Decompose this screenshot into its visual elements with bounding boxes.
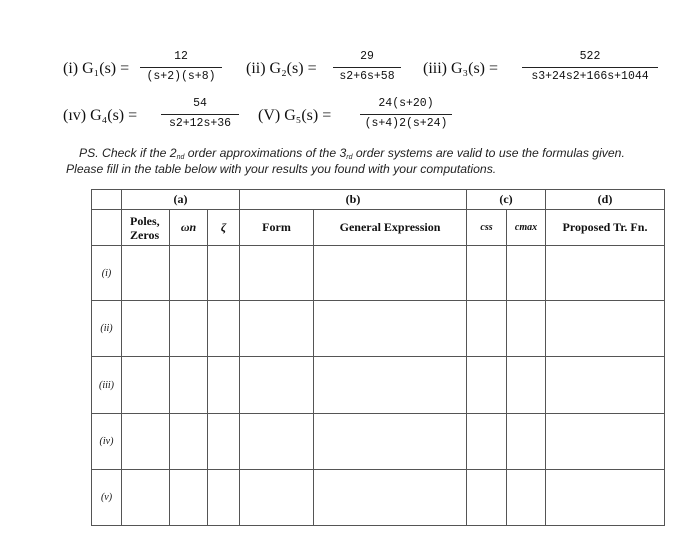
cell-cmax[interactable]: [507, 301, 546, 357]
cell-form[interactable]: [240, 357, 314, 414]
table-group-header-row: [92, 190, 665, 210]
cell-css[interactable]: [467, 357, 507, 414]
ps-note-text-c: order systems are valid to use the formulas given.: [352, 146, 625, 160]
group-header-d: (d): [546, 190, 665, 210]
cell-general-expression[interactable]: [314, 246, 467, 301]
group-header-c: (c): [467, 190, 546, 210]
corner-cell: [92, 190, 122, 210]
eq4-label: (ıv) G₄(s) =: [63, 107, 138, 124]
eq5-fraction-bar: [360, 114, 452, 115]
cell-zeta[interactable]: [208, 357, 240, 414]
col-header-poles-zeros: Poles, Zeros: [122, 210, 170, 246]
ps-note-line2: Please fill in the table below with your results you found with your computations.: [66, 162, 497, 176]
cell-proposed-tf[interactable]: [546, 357, 665, 414]
eq3-fraction-bar: [522, 67, 658, 68]
eq2-label: (ii) G₂(s) =: [246, 60, 317, 77]
cell-form[interactable]: [240, 246, 314, 301]
eq3-fraction: [522, 50, 658, 86]
eq5-fraction: [360, 97, 452, 133]
col-header-form: Form: [240, 210, 314, 246]
ps-note-line1: [79, 146, 625, 160]
cell-poles-zeros[interactable]: [122, 470, 170, 526]
eq4-numerator: 54: [193, 97, 207, 110]
row-label-iii: (iii): [92, 357, 122, 414]
cell-cmax[interactable]: [507, 357, 546, 414]
col-header-wn: ωn: [170, 210, 208, 246]
eq1-label: (i) G₁(s) =: [63, 60, 130, 77]
col-header-general-expression: General Expression: [314, 210, 467, 246]
cell-proposed-tf[interactable]: [546, 246, 665, 301]
cell-general-expression[interactable]: [314, 301, 467, 357]
cell-general-expression[interactable]: [314, 414, 467, 470]
cell-poles-zeros[interactable]: [122, 246, 170, 301]
cell-wn[interactable]: [170, 301, 208, 357]
eq4-fraction-bar: [161, 114, 239, 115]
row-label-ii: (ii): [92, 301, 122, 357]
group-header-a: (a): [122, 190, 240, 210]
eq3-denominator: s3+24s2+166s+1044: [531, 70, 649, 83]
cell-general-expression[interactable]: [314, 357, 467, 414]
eq1-numerator: 12: [174, 50, 188, 63]
table-row: [92, 470, 665, 526]
col-header-zeta: ζ: [208, 210, 240, 246]
eq4-denominator: s2+12s+36: [168, 117, 232, 130]
table-column-header-row: [92, 210, 665, 246]
cell-wn[interactable]: [170, 470, 208, 526]
eq2-fraction-bar: [333, 67, 401, 68]
cell-poles-zeros[interactable]: [122, 414, 170, 470]
col-header-css: css: [467, 210, 507, 246]
cell-cmax[interactable]: [507, 246, 546, 301]
cell-proposed-tf[interactable]: [546, 470, 665, 526]
ps-note-text-b: order approximations of the 3: [184, 146, 347, 160]
cell-proposed-tf[interactable]: [546, 301, 665, 357]
table-row: [92, 357, 665, 414]
eq5-denominator: (s+4)2(s+24): [364, 117, 448, 130]
cell-general-expression[interactable]: [314, 470, 467, 526]
cell-zeta[interactable]: [208, 470, 240, 526]
eq5-label: (V) G₅(s) =: [258, 107, 332, 124]
cell-css[interactable]: [467, 414, 507, 470]
cell-cmax[interactable]: [507, 414, 546, 470]
ps-note-text-a: PS. Check if the 2: [79, 146, 177, 160]
cell-css[interactable]: [467, 301, 507, 357]
cell-css[interactable]: [467, 246, 507, 301]
col-header-proposed-tf: Proposed Tr. Fn.: [546, 210, 665, 246]
col-header-cmax: cmax: [507, 210, 546, 246]
cell-form[interactable]: [240, 301, 314, 357]
cell-css[interactable]: [467, 470, 507, 526]
eq3-numerator: 522: [579, 50, 601, 63]
cell-zeta[interactable]: [208, 301, 240, 357]
table-row: [92, 246, 665, 301]
cell-zeta[interactable]: [208, 246, 240, 301]
eq2-numerator: 29: [360, 50, 374, 63]
row-label-i: (i): [92, 246, 122, 301]
eq4-fraction: [161, 97, 239, 133]
table-row: [92, 414, 665, 470]
cell-wn[interactable]: [170, 246, 208, 301]
cell-poles-zeros[interactable]: [122, 301, 170, 357]
eq2-denominator: s2+6s+58: [339, 70, 395, 83]
ps-note-sub-rd: rd: [346, 154, 353, 161]
cell-form[interactable]: [240, 470, 314, 526]
cell-form[interactable]: [240, 414, 314, 470]
eq1-fraction-bar: [140, 67, 222, 68]
results-table: [91, 189, 665, 526]
cell-proposed-tf[interactable]: [546, 414, 665, 470]
corner-cell-2: [92, 210, 122, 246]
group-header-b: (b): [240, 190, 467, 210]
eq2-fraction: [333, 50, 401, 86]
eq1-fraction: [140, 50, 222, 86]
row-label-v: (v): [92, 470, 122, 526]
eq3-label: (iii) G₃(s) =: [423, 60, 499, 77]
cell-poles-zeros[interactable]: [122, 357, 170, 414]
ps-note-sub-nd: nd: [176, 154, 185, 161]
table-row: [92, 301, 665, 357]
cell-wn[interactable]: [170, 414, 208, 470]
eq1-denominator: (s+2)(s+8): [146, 70, 216, 83]
eq5-numerator: 24(s+20): [378, 97, 434, 110]
row-label-iv: (iv): [92, 414, 122, 470]
cell-zeta[interactable]: [208, 414, 240, 470]
cell-cmax[interactable]: [507, 470, 546, 526]
cell-wn[interactable]: [170, 357, 208, 414]
